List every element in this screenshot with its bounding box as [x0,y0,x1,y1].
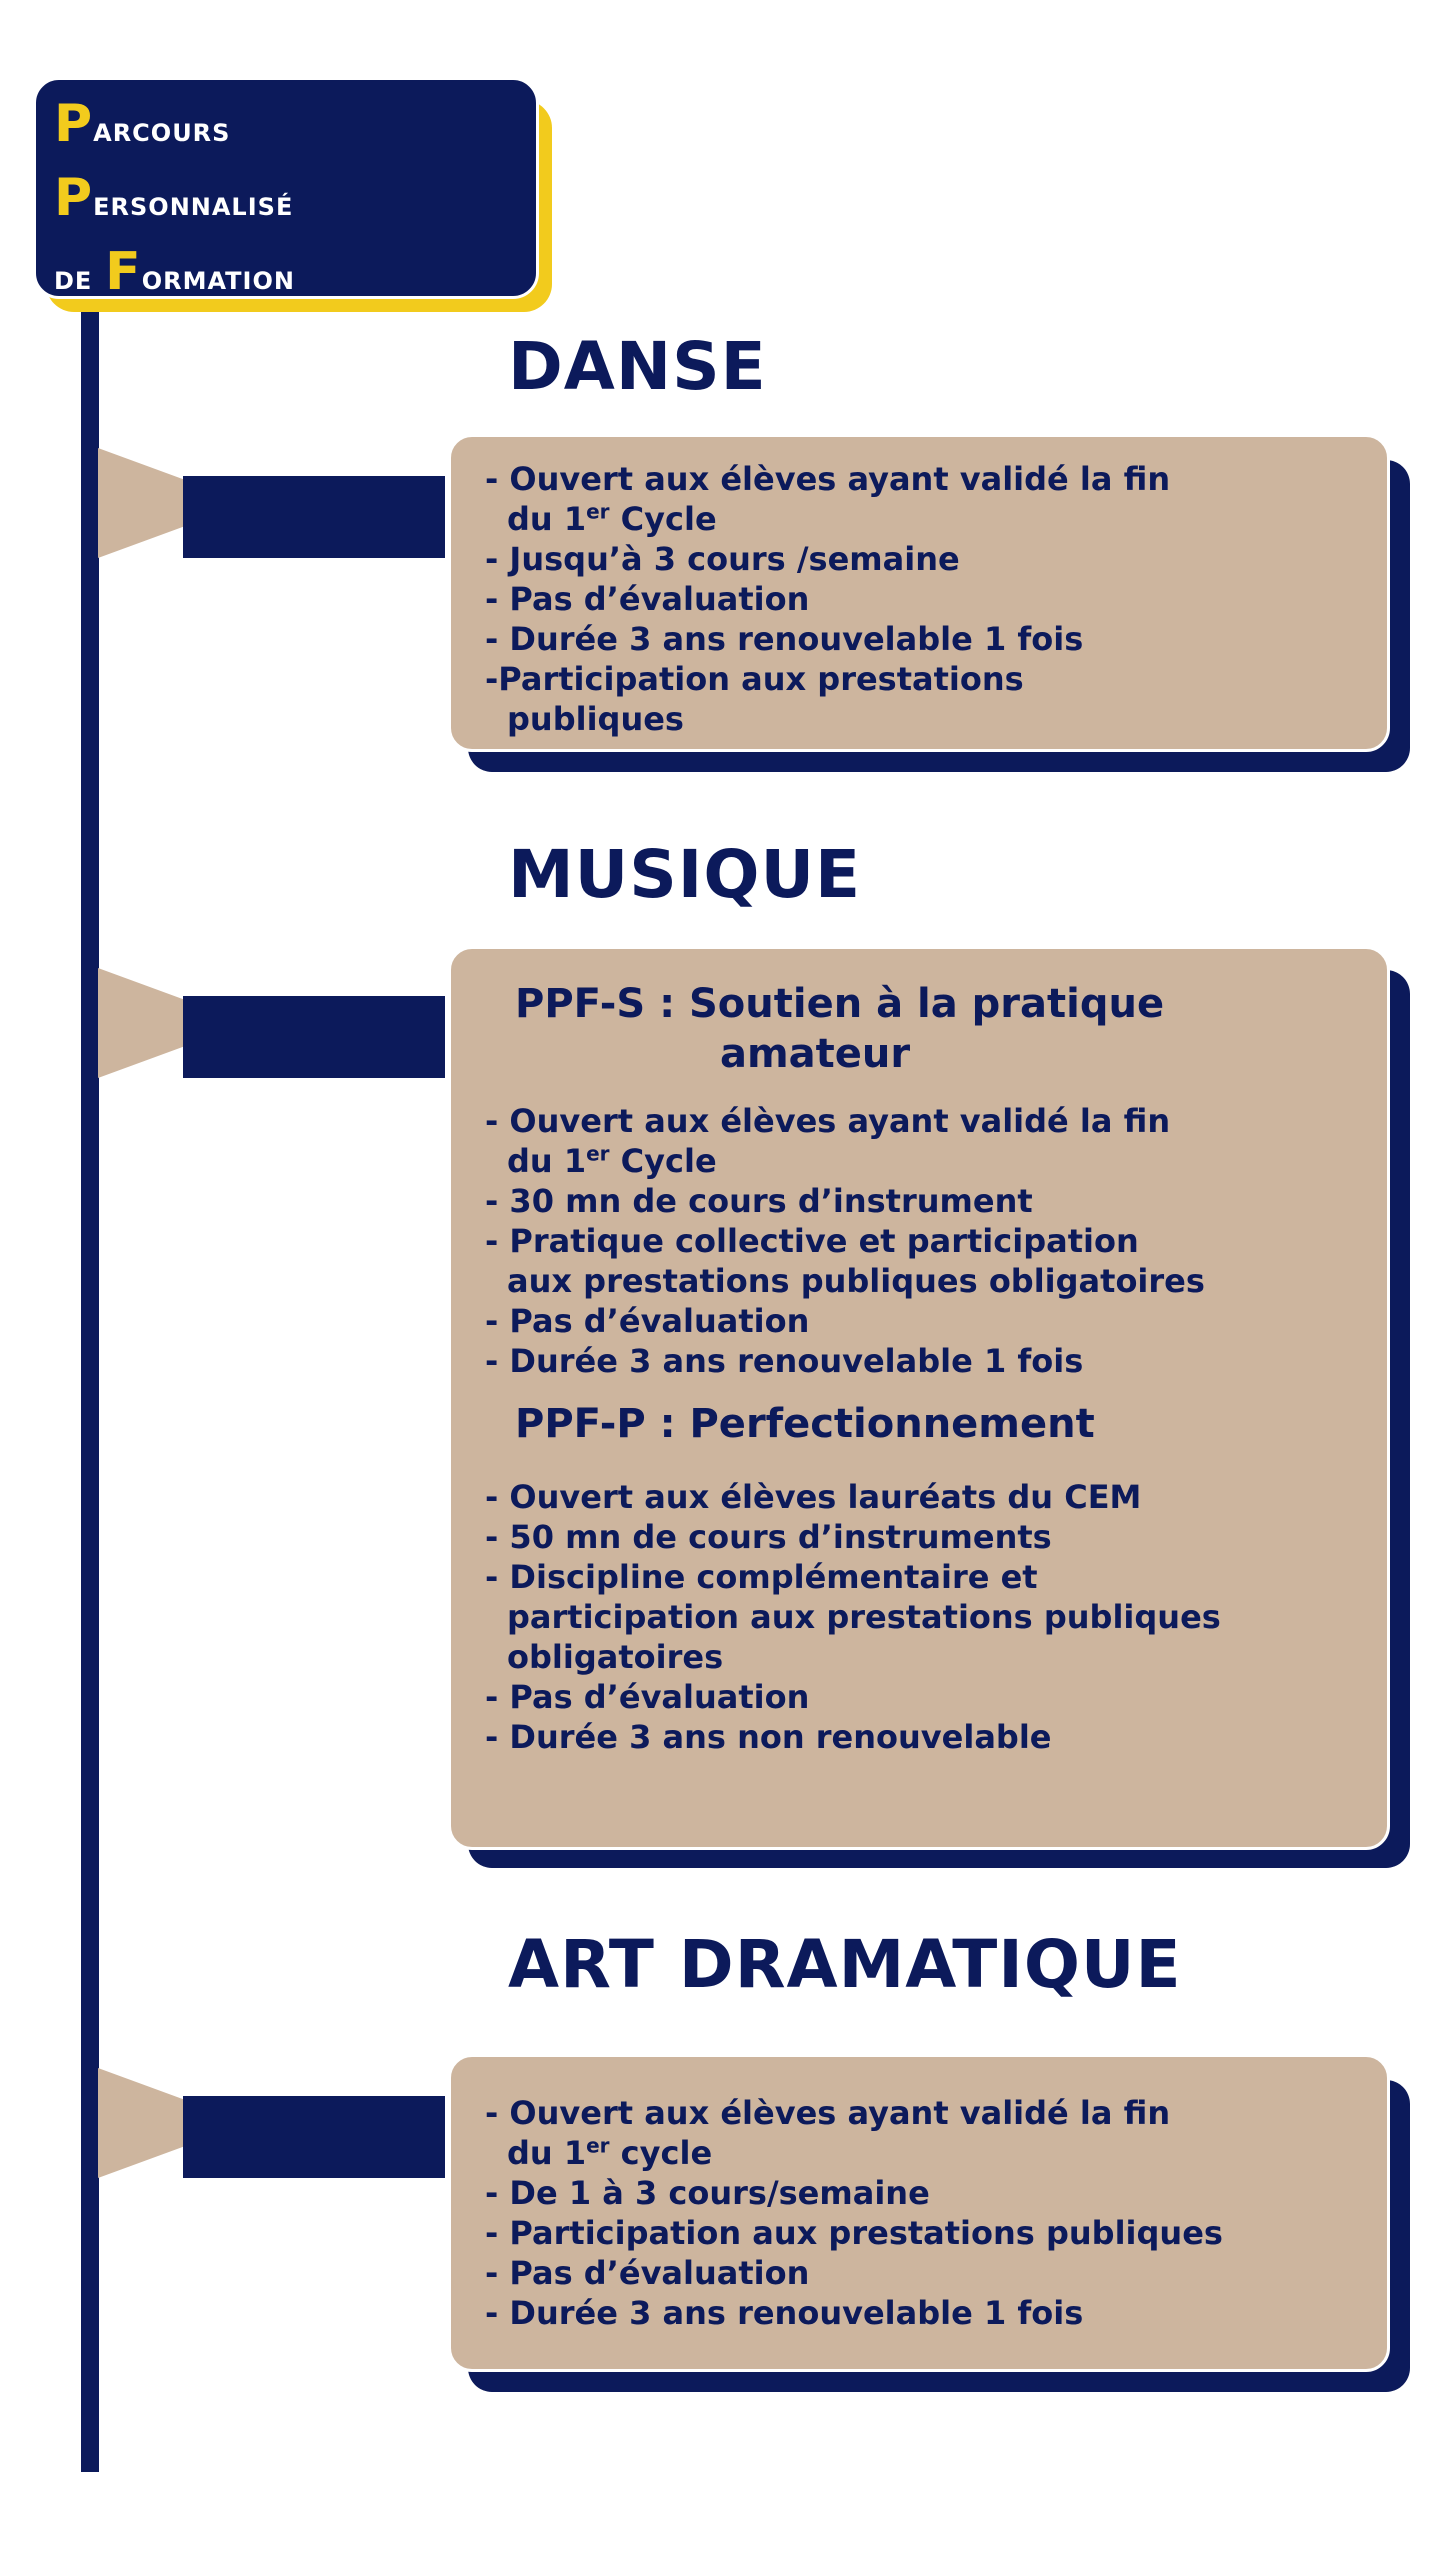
connector-musique [98,968,448,1078]
subsection-title-ppfs-cont: amateur [720,1031,911,1077]
title-rest: arcours [93,110,231,150]
subsection-title-ppfp: PPF-P : Perfectionnement [515,1401,1095,1447]
title-line-2 [54,164,536,238]
card-art-dramatique [448,2054,1390,2372]
list-item: - Ouvert aux élèves ayant validé la fin du 1er Cycle [485,460,1171,538]
list-item: - Discipline complémentaire et participation aux prestations publiques obligatoires [485,1558,1221,1676]
connector-bar [183,476,445,558]
list-item: - Durée 3 ans non renouvelable [485,1718,1052,1756]
list-item: - 50 mn de cours d’instruments [485,1518,1052,1556]
connector-tab [98,968,188,1078]
section-heading-art-dramatique: ART DRAMATIQUE [508,1926,1182,2003]
list-item: - Pas d’évaluation [485,2254,810,2292]
title-initial: P [54,94,94,154]
list-item: - Pas d’évaluation [485,580,810,618]
title-line-3 [54,238,536,312]
list-item: - Pas d’évaluation [485,1678,810,1716]
list-item: - Pratique collective et participation aux prestations publiques obligatoires [485,1222,1205,1300]
list-item: - Jusqu’à 3 cours /semaine [485,540,960,578]
subsection-title-ppfs: PPF-S : Soutien à la pratique [515,981,1165,1027]
list-item: - Durée 3 ans renouvelable 1 fois [485,620,1084,658]
title-rest: ersonnalisé [93,184,294,224]
connector-danse [98,448,448,558]
list-item: - Participation aux prestations publiques [485,2214,1223,2252]
list-item: - 30 mn de cours d’instrument [485,1182,1033,1220]
timeline-line [81,312,99,2472]
card-danse [448,434,1390,752]
title-initial: F [105,242,142,302]
list-item: - Ouvert aux élèves lauréats du CEM [485,1478,1142,1516]
title-initial: P [54,168,94,228]
list-item: - Durée 3 ans renouvelable 1 fois [485,1342,1084,1380]
connector-bar [183,996,445,1078]
connector-art-dramatique [98,2068,448,2178]
title-rest: ormation [141,258,295,298]
list-item: - Ouvert aux élèves ayant validé la fin du 1er cycle [485,2094,1171,2172]
list-item: - Durée 3 ans renouvelable 1 fois [485,2294,1084,2332]
list-item: - Pas d’évaluation [485,1302,810,1340]
list-item: -Participation aux prestations publiques [485,660,1024,738]
title-line-1 [54,90,536,164]
title-badge [33,77,539,302]
connector-tab [98,2068,188,2178]
connector-tab [98,448,188,558]
list-item: - Ouvert aux élèves ayant validé la fin du 1er Cycle [485,1102,1171,1180]
title-prefix: de [54,258,106,298]
list-item: - De 1 à 3 cours/semaine [485,2174,930,2212]
section-heading-musique: MUSIQUE [508,836,862,913]
connector-bar [183,2096,445,2178]
section-heading-danse: DANSE [508,328,767,405]
card-musique [448,946,1390,1850]
